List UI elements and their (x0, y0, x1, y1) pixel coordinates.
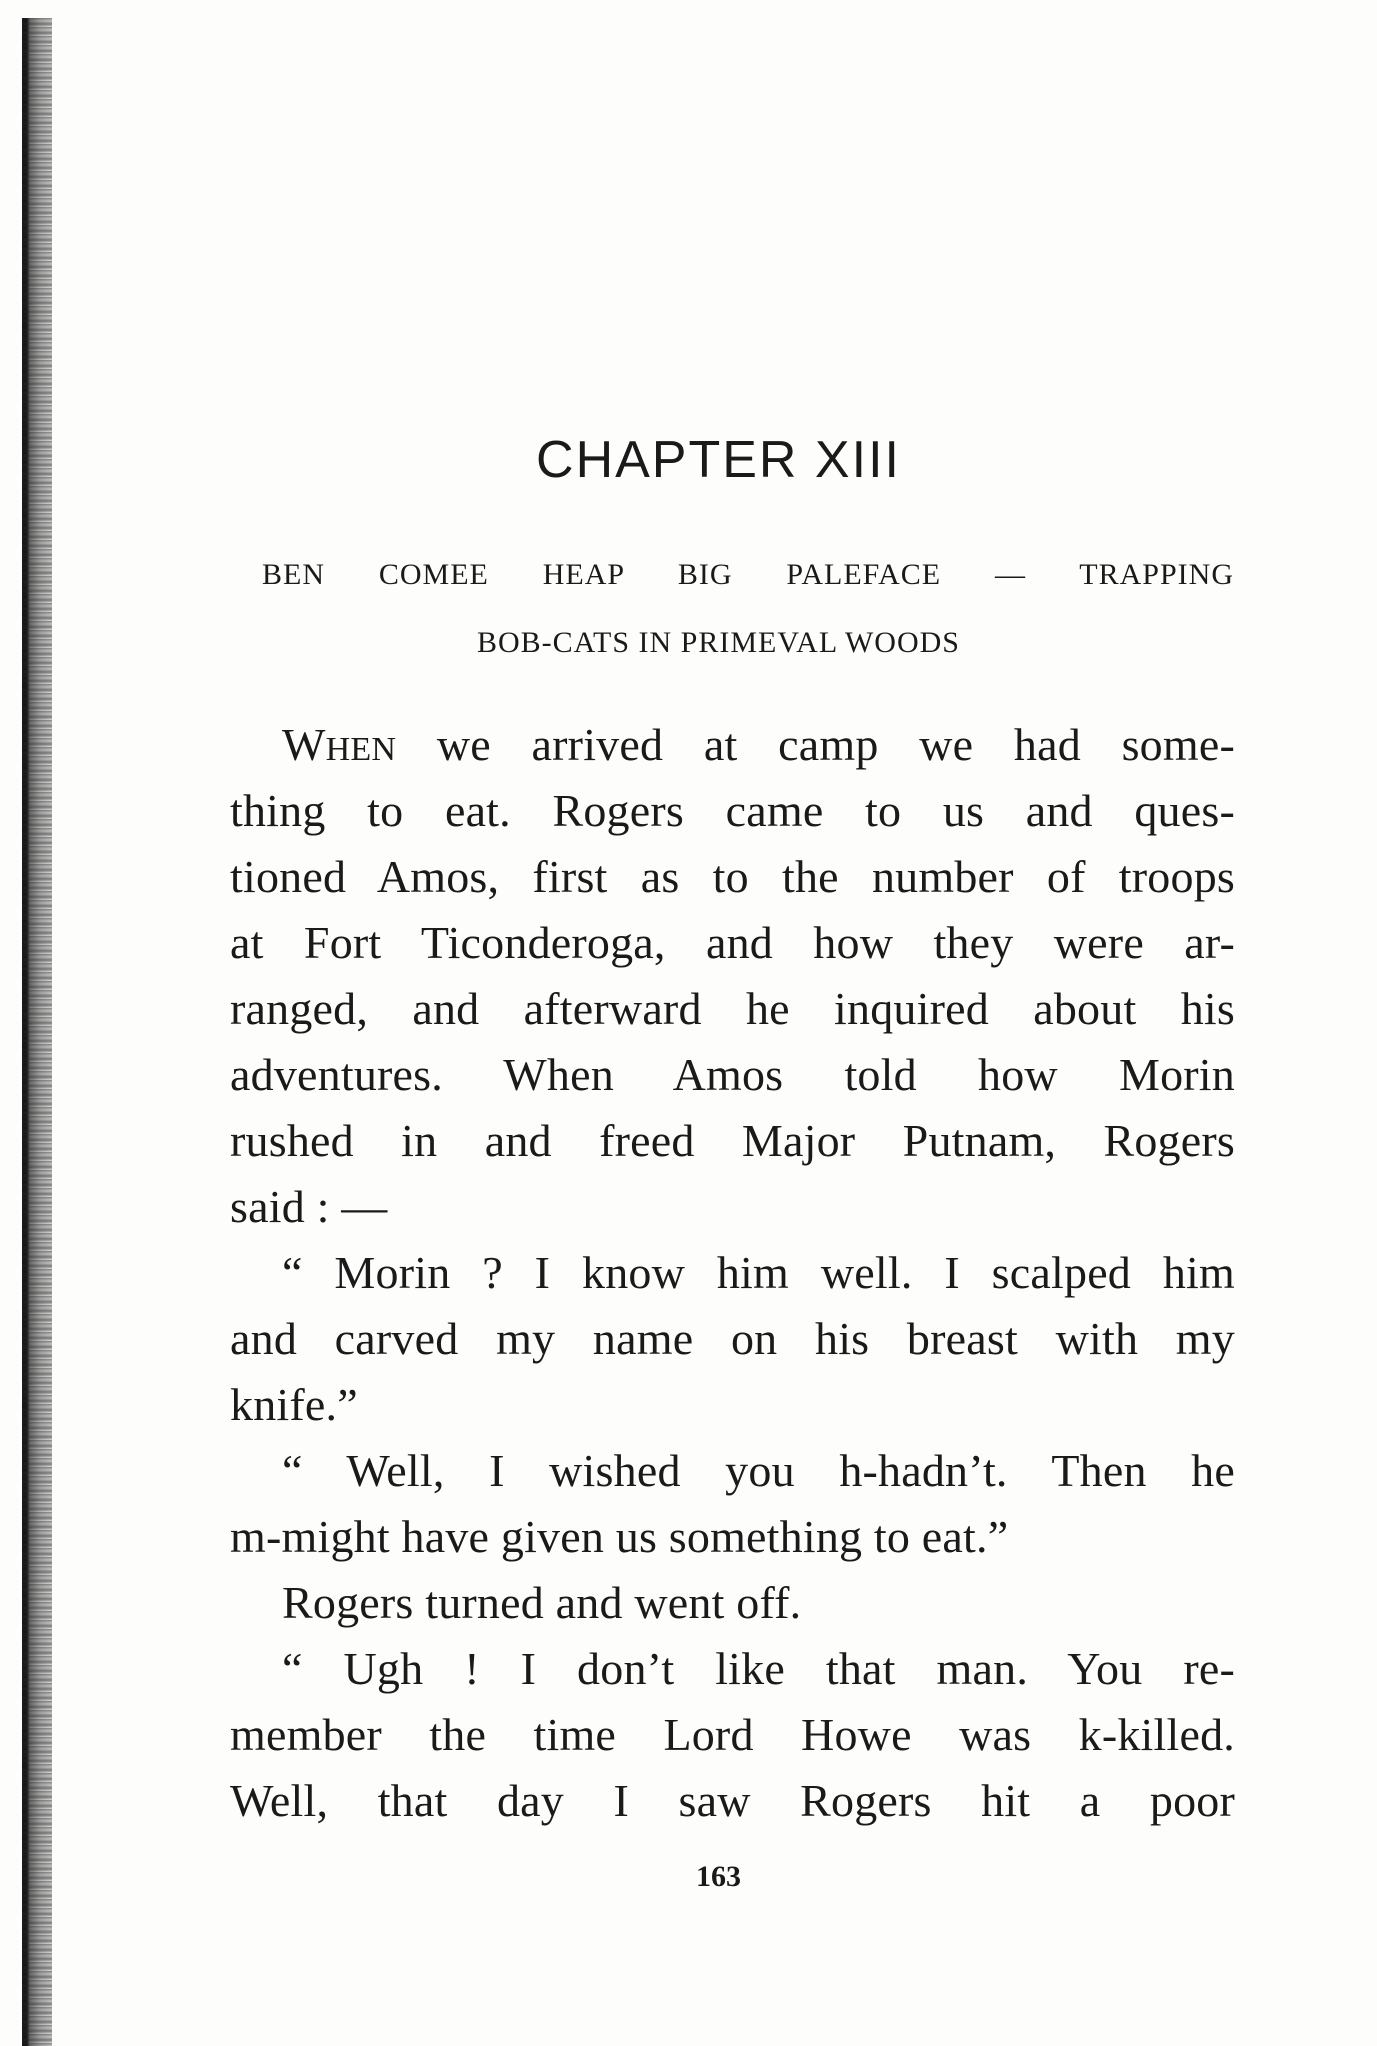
text-line: tioned Amos, first as to the number of troops (230, 851, 1235, 902)
text-line: member the time Lord Howe was k-killed. (230, 1709, 1235, 1760)
body-text (230, 712, 1235, 1834)
text-line: Well, that day I saw Rogers hit a poor (230, 1775, 1235, 1826)
binding-shadow (22, 18, 52, 2046)
text-line: at Fort Ticonderoga, and how they were ar- (230, 917, 1235, 968)
text-line: WHEN we arrived at camp we had some- (282, 719, 1235, 770)
text-line: m-might have given us something to eat.” (230, 1511, 1009, 1562)
chapter-subtitle-line-1: BEN COMEE HEAP BIG PALEFACE — TRAPPING (262, 558, 1234, 591)
text-line: “ Ugh ! I don’t like that man. You re- (282, 1643, 1235, 1694)
text-line: “ Well, I wished you h-hadn’t. Then he (282, 1445, 1235, 1496)
text-line: adventures. When Amos told how Morin (230, 1049, 1235, 1100)
text-line: thing to eat. Rogers came to us and ques- (230, 785, 1235, 836)
text-line: ranged, and afterward he inquired about his (230, 983, 1235, 1034)
page-number: 163 (696, 1860, 741, 1893)
text-line: knife.” (230, 1379, 358, 1430)
text-line: said : — (230, 1181, 388, 1232)
text-line: rushed in and freed Major Putnam, Rogers (230, 1115, 1235, 1166)
text-line: Rogers turned and went off. (282, 1577, 802, 1628)
text-line: “ Morin ? I know him well. I scalped him (282, 1247, 1235, 1298)
text-line: and carved my name on his breast with my (230, 1313, 1235, 1364)
chapter-title: CHAPTER XIII (536, 431, 901, 489)
chapter-subtitle-line-2: BOB-CATS IN PRIMEVAL WOODS (476, 626, 960, 659)
